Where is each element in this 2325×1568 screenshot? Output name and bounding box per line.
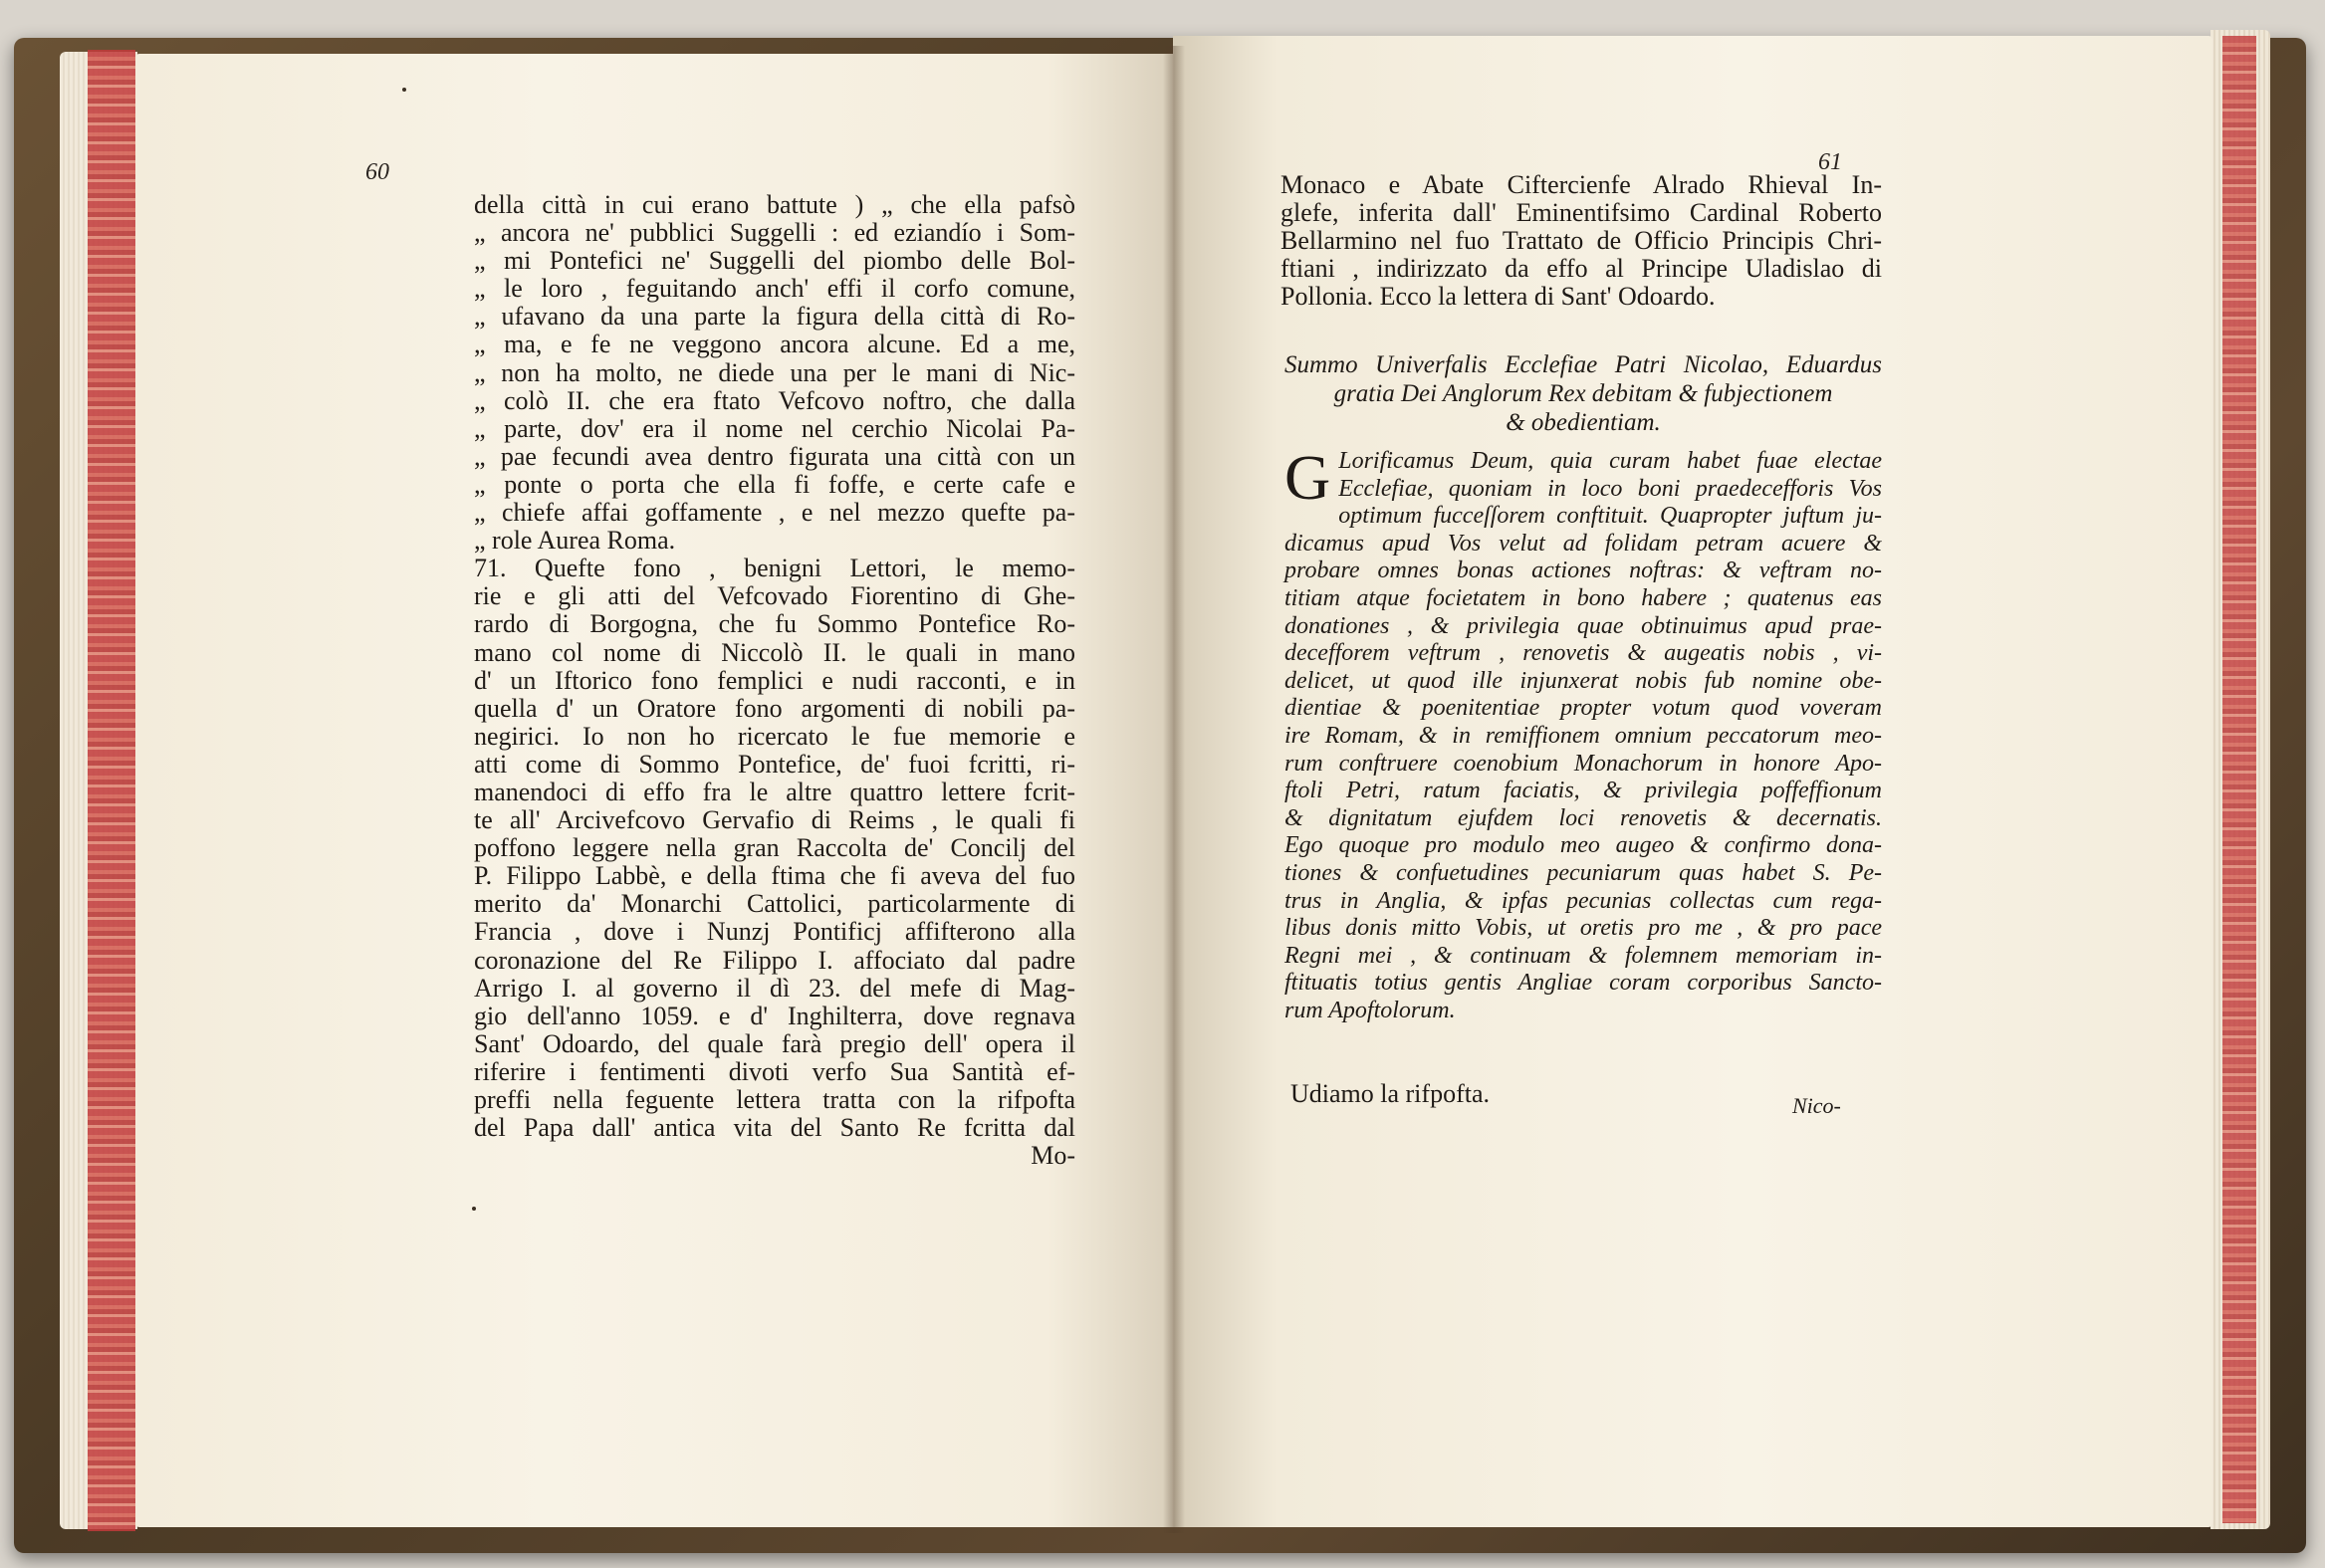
text-line: „ colò II. che era ftato Vefcovo noftro, che dalla — [474, 385, 1075, 415]
response-line: Udiamo la rifpofta. — [1290, 1079, 1490, 1108]
text-line: „ ponte o porta che ella fi foffe, e certe cafe e — [474, 469, 1075, 499]
text-line: 71. Quefte fono , benigni Lettori, le memo- — [474, 554, 1075, 583]
text-line: „ pae fecundi avea dentro figurata una città con un — [474, 441, 1075, 471]
text-line: negirici. Io non ho ricercato le fue memorie e — [474, 721, 1075, 751]
text-line: ftiani , indirizzato da effo al Principe Uladislao di — [1280, 254, 1882, 284]
letter-heading — [1284, 350, 1882, 437]
letter-line: Lorificamus Deum, quia curam habet fuae electae — [1338, 448, 1882, 474]
right-page-intro — [1280, 171, 1882, 311]
heading-line: Summo Univerfalis Ecclefiae Patri Nicolao, Eduardus — [1284, 351, 1882, 378]
letter-line: & dignitatum ejufdem loci renovetis & decernatis. — [1284, 804, 1882, 831]
drop-cap: G — [1284, 442, 1331, 513]
text-line: „ chiefe affai goffamente , e nel mezzo quefte pa- — [474, 498, 1075, 528]
text-line: preffi nella feguente lettera tratta con la rifpofta — [474, 1085, 1075, 1114]
text-line: quella d' un Oratore fono argomenti di nobili pa- — [474, 693, 1075, 723]
text-line: Pollonia. Ecco la lettera di Sant' Odoardo. — [1280, 282, 1716, 312]
text-line: Sant' Odoardo, del quale farà pregio dell' opera il — [474, 1028, 1075, 1058]
text-line: atti come di Sommo Pontefice, de' fuoi fcritti, ri- — [474, 749, 1075, 779]
letter-line: probare omnes bonas actiones noftras: & veftram no- — [1284, 558, 1882, 584]
text-line: Arrigo I. al governo il dì 23. del mefe di Mag- — [474, 973, 1075, 1003]
heading-line: gratia Dei Anglorum Rex debitam & fubjectionem — [1333, 380, 1833, 407]
letter-line: rum Apoftolorum. — [1284, 997, 1456, 1023]
text-line: „ role Aurea Roma. — [474, 526, 676, 556]
text-line: gio dell'anno 1059. e d' Inghilterra, dove regnava — [474, 1001, 1075, 1030]
text-line: „ ancora ne' pubblici Suggelli : ed eziandío i Som- — [474, 218, 1075, 248]
text-line: mano col nome di Niccolò II. le quali in mano — [474, 637, 1075, 667]
text-line: coronazione del Re Filippo I. affociato dal padre — [474, 945, 1075, 975]
text-line: Francia , dove i Nunzj Pontificj affifterono alla — [474, 917, 1075, 947]
text-line: manendoci di effo fra le altre quattro lettere fcrit- — [474, 777, 1075, 806]
letter-line: Ecclefiae, quoniam in loco boni praedecefforis Vos — [1338, 475, 1882, 502]
text-line: te all' Arcivefcovo Gervafio di Reims , le quali fi — [474, 805, 1075, 835]
text-line: Monaco e Abate Ciftercienfe Alrado Rhieval In- — [1280, 170, 1882, 199]
latin-letter — [1284, 442, 1882, 1024]
letter-line: dicamus apud Vos velut ad folidam petram acuere & — [1284, 530, 1882, 557]
book-gutter — [1163, 46, 1185, 1533]
text-line: poffono leggere nella gran Raccolta de' Concilj del — [474, 833, 1075, 863]
letter-line: tiones & confuetudines pecuniarum quas habet S. Pe- — [1284, 859, 1882, 886]
red-page-edge-right — [2222, 36, 2256, 1523]
text-line: glefe, inferita dall' Eminentifsimo Cardinal Roberto — [1280, 198, 1882, 228]
heading-line: & obedientiam. — [1506, 409, 1661, 436]
left-page-number: 60 — [365, 159, 389, 185]
paper-speck — [472, 1207, 476, 1211]
letter-line: Ego quoque pro modulo meo augeo & confirmo dona- — [1284, 832, 1882, 859]
text-line: della città in cui erano battute ) „ che ella pafsò — [474, 190, 1075, 219]
text-line: rardo di Borgogna, che fu Sommo Pontefice Ro- — [474, 609, 1075, 639]
right-page-number: 61 — [1818, 149, 1842, 175]
text-line: „ non ha molto, ne diede una per le mani di Nic- — [474, 357, 1075, 387]
red-page-edge-left — [88, 50, 135, 1531]
text-line: Bellarmino nel fuo Trattato de Officio Principis Chri- — [1280, 226, 1882, 256]
letter-line: ire Romam, & in remiffionem omnium peccatorum meo- — [1284, 722, 1882, 749]
text-line: del Papa dall' antica vita del Santo Re fcritta dal — [474, 1113, 1075, 1143]
letter-line: donationes , & privilegia quae obtinuimus apud prae- — [1284, 612, 1882, 639]
letter-line: titiam atque focietatem in bono habere ; quatenus eas — [1284, 584, 1882, 611]
letter-line: rum conftruere coenobium Monachorum in honore Apo- — [1284, 750, 1882, 777]
text-line: d' un Iftorico fono femplici e nudi racconti, e in — [474, 665, 1075, 695]
text-line: P. Filippo Labbè, e della ftima che fi aveva del fuo — [474, 861, 1075, 891]
letter-line: libus donis mitto Vobis, ut oretis pro me , & pro pace — [1284, 915, 1882, 942]
text-line: „ parte, dov' era il nome nel cerchio Nicolai Pa- — [474, 413, 1075, 443]
letter-line: trus in Anglia, & ipfas pecunias collectas cum rega- — [1284, 887, 1882, 914]
letter-line: Regni mei , & continuam & folemnem memoriam in- — [1284, 942, 1882, 969]
letter-line: dientiae & poenitentiae propter votum quod voveram — [1284, 695, 1882, 722]
letter-line: decefforem veftrum , renovetis & augeatis nobis , vi- — [1284, 640, 1882, 667]
left-page-text — [474, 191, 1075, 1170]
letter-line: optimum fucceſſorem conftituit. Quapropter juftum ju- — [1338, 503, 1882, 530]
catchword: Nico- — [1792, 1093, 1841, 1118]
text-line: „ ma, e fe ne veggono ancora alcune. Ed a me, — [474, 330, 1075, 359]
letter-line: delicet, ut quod ille injunxerat nobis fub nomine obe- — [1284, 667, 1882, 694]
text-line: rie e gli atti del Vefcovado Fiorentino di Ghe- — [474, 581, 1075, 611]
text-line: „ le loro , feguitando anch' effi il corfo comune, — [474, 274, 1075, 304]
text-line: „ ufavano da una parte la figura della città di Ro- — [474, 302, 1075, 332]
text-line: merito da' Monarchi Cattolici, particolarmente di — [474, 889, 1075, 919]
letter-line: ftituatis totius gentis Angliae coram corporibus Sancto- — [1284, 970, 1882, 997]
text-line: „ mi Pontefici ne' Suggelli del piombo delle Bol- — [474, 246, 1075, 276]
paper-speck — [402, 88, 406, 92]
text-line: riferire i fentimenti divoti verfo Sua Santità ef- — [474, 1056, 1075, 1086]
letter-line: ftoli Petri, ratum faciatis, & privilegia poffeffionum — [1284, 778, 1882, 804]
catchword: Mo- — [1031, 1141, 1075, 1171]
